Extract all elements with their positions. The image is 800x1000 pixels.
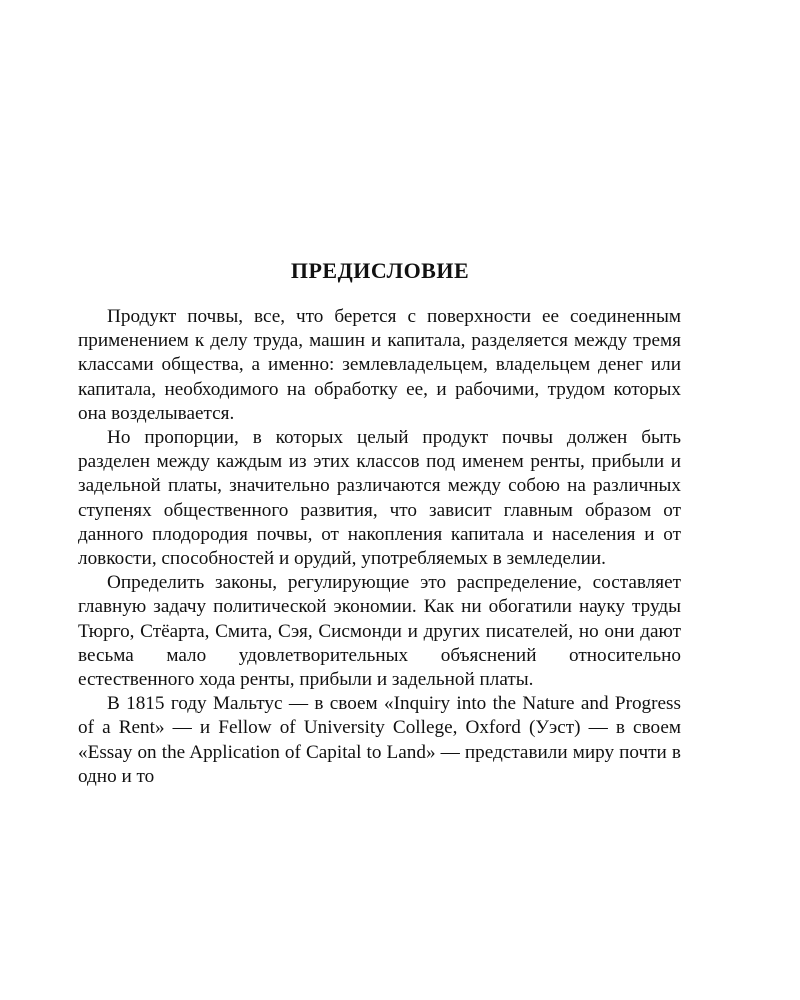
paragraph-2: Но пропорции, в которых целый продукт почвы должен быть разделен между каждым из этих классов под именем ренты, прибыли и задельной платы, значительно различаются между собою на различных ступенях общественного развития, что зависит главным образом от данного плодородия почвы, от накопления капитала и населения и от ловкости, способностей и орудий, употребляемых в земледелии. <box>78 427 681 570</box>
paragraph-3: Определить законы, регулирующие это распределение, составляет главную задачу политической экономии. Как ни обогатили науку труды Тюрго, Стёарта, Смита, Сэя, Сисмонди и других писателей, но они дают весьма мало удовлетворительных объяснений относительно естественного хода ренты, прибыли и задельной платы. <box>78 572 681 691</box>
paragraph-4: В 1815 году Мальтус — в своем «Inquiry into the Nature and Progress of a Rent» — и Fellow of University College, Oxford (Уэст) — в своем «Essay on the Application of Capital to Land» — представили миру почти в одно и то <box>78 693 681 787</box>
page-title: ПРЕДИСЛОВИЕ <box>290 258 470 283</box>
text-body <box>78 305 681 789</box>
paragraph-1: Продукт почвы, все, что берется с поверхности ее соединенным применением к делу труда, машин и капитала, разделяется между тремя классами общества, а именно: землевладельцем, владельцем денег или капитала, необходимого на обработку ее, и рабочими, трудом которых она возделывается. <box>78 306 681 424</box>
